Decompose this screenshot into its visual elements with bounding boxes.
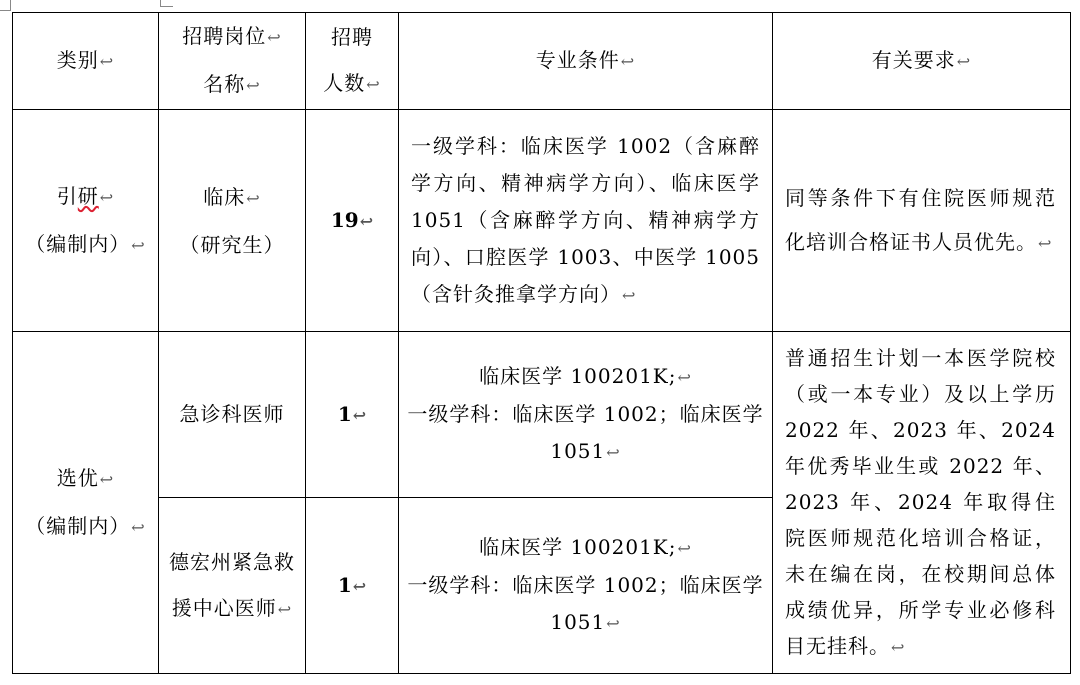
row2-major: 临床医学 100201K;↩ 一级学科：临床医学 1002；临床医学 1051↩ xyxy=(399,332,773,498)
row3-major: 临床医学 100201K;↩ 一级学科：临床医学 1002；临床医学 1051↩ xyxy=(399,498,773,674)
tab-stop-mark xyxy=(160,0,173,7)
header-row xyxy=(13,13,1071,110)
row2-count: 1↩ xyxy=(306,332,399,498)
header-requirements: 有关要求↩ xyxy=(773,13,1071,110)
row3-position: 德宏州紧急救援中心医师↩ xyxy=(159,498,306,674)
page-corner-mark xyxy=(0,0,11,11)
row3-count: 1↩ xyxy=(306,498,399,674)
row2-requirements: 普通招生计划一本医学院校（或一本专业）及以上学历 2022 年、2023 年、2024 年优秀毕业生或 2022 年、2023 年、2024 年取得住院医师规范化培训合格证，未在编在岗，在校期间总体成绩优异，所学专业必修科目无挂科。↩ xyxy=(773,332,1071,674)
row1-category: 引研↩ （编制内）↩ xyxy=(13,110,159,332)
header-count: 招聘 人数↩ xyxy=(306,13,399,110)
row2-category: 选优↩ （编制内）↩ xyxy=(13,332,159,674)
row1-position: 临床↩ （研究生） xyxy=(159,110,306,332)
header-position: 招聘岗位↩ 名称↩ xyxy=(159,13,306,110)
row1-count: 19↩ xyxy=(306,110,399,332)
table-row xyxy=(13,332,1071,498)
row1-requirements: 同等条件下有住院医师规范化培训合格证书人员优先。↩ xyxy=(773,110,1071,332)
recruitment-table xyxy=(12,12,1071,674)
header-category: 类别↩ xyxy=(13,13,159,110)
header-major: 专业条件↩ xyxy=(399,13,773,110)
row2-position: 急诊科医师 xyxy=(159,332,306,498)
row1-major: 一级学科：临床医学 1002（含麻醉学方向、精神病学方向）、临床医学 1051（含麻醉学方向、精神病学方向）、口腔医学 1003、中医学 1005（含针灸推拿学方向）↩ xyxy=(399,110,773,332)
table-row xyxy=(13,110,1071,332)
